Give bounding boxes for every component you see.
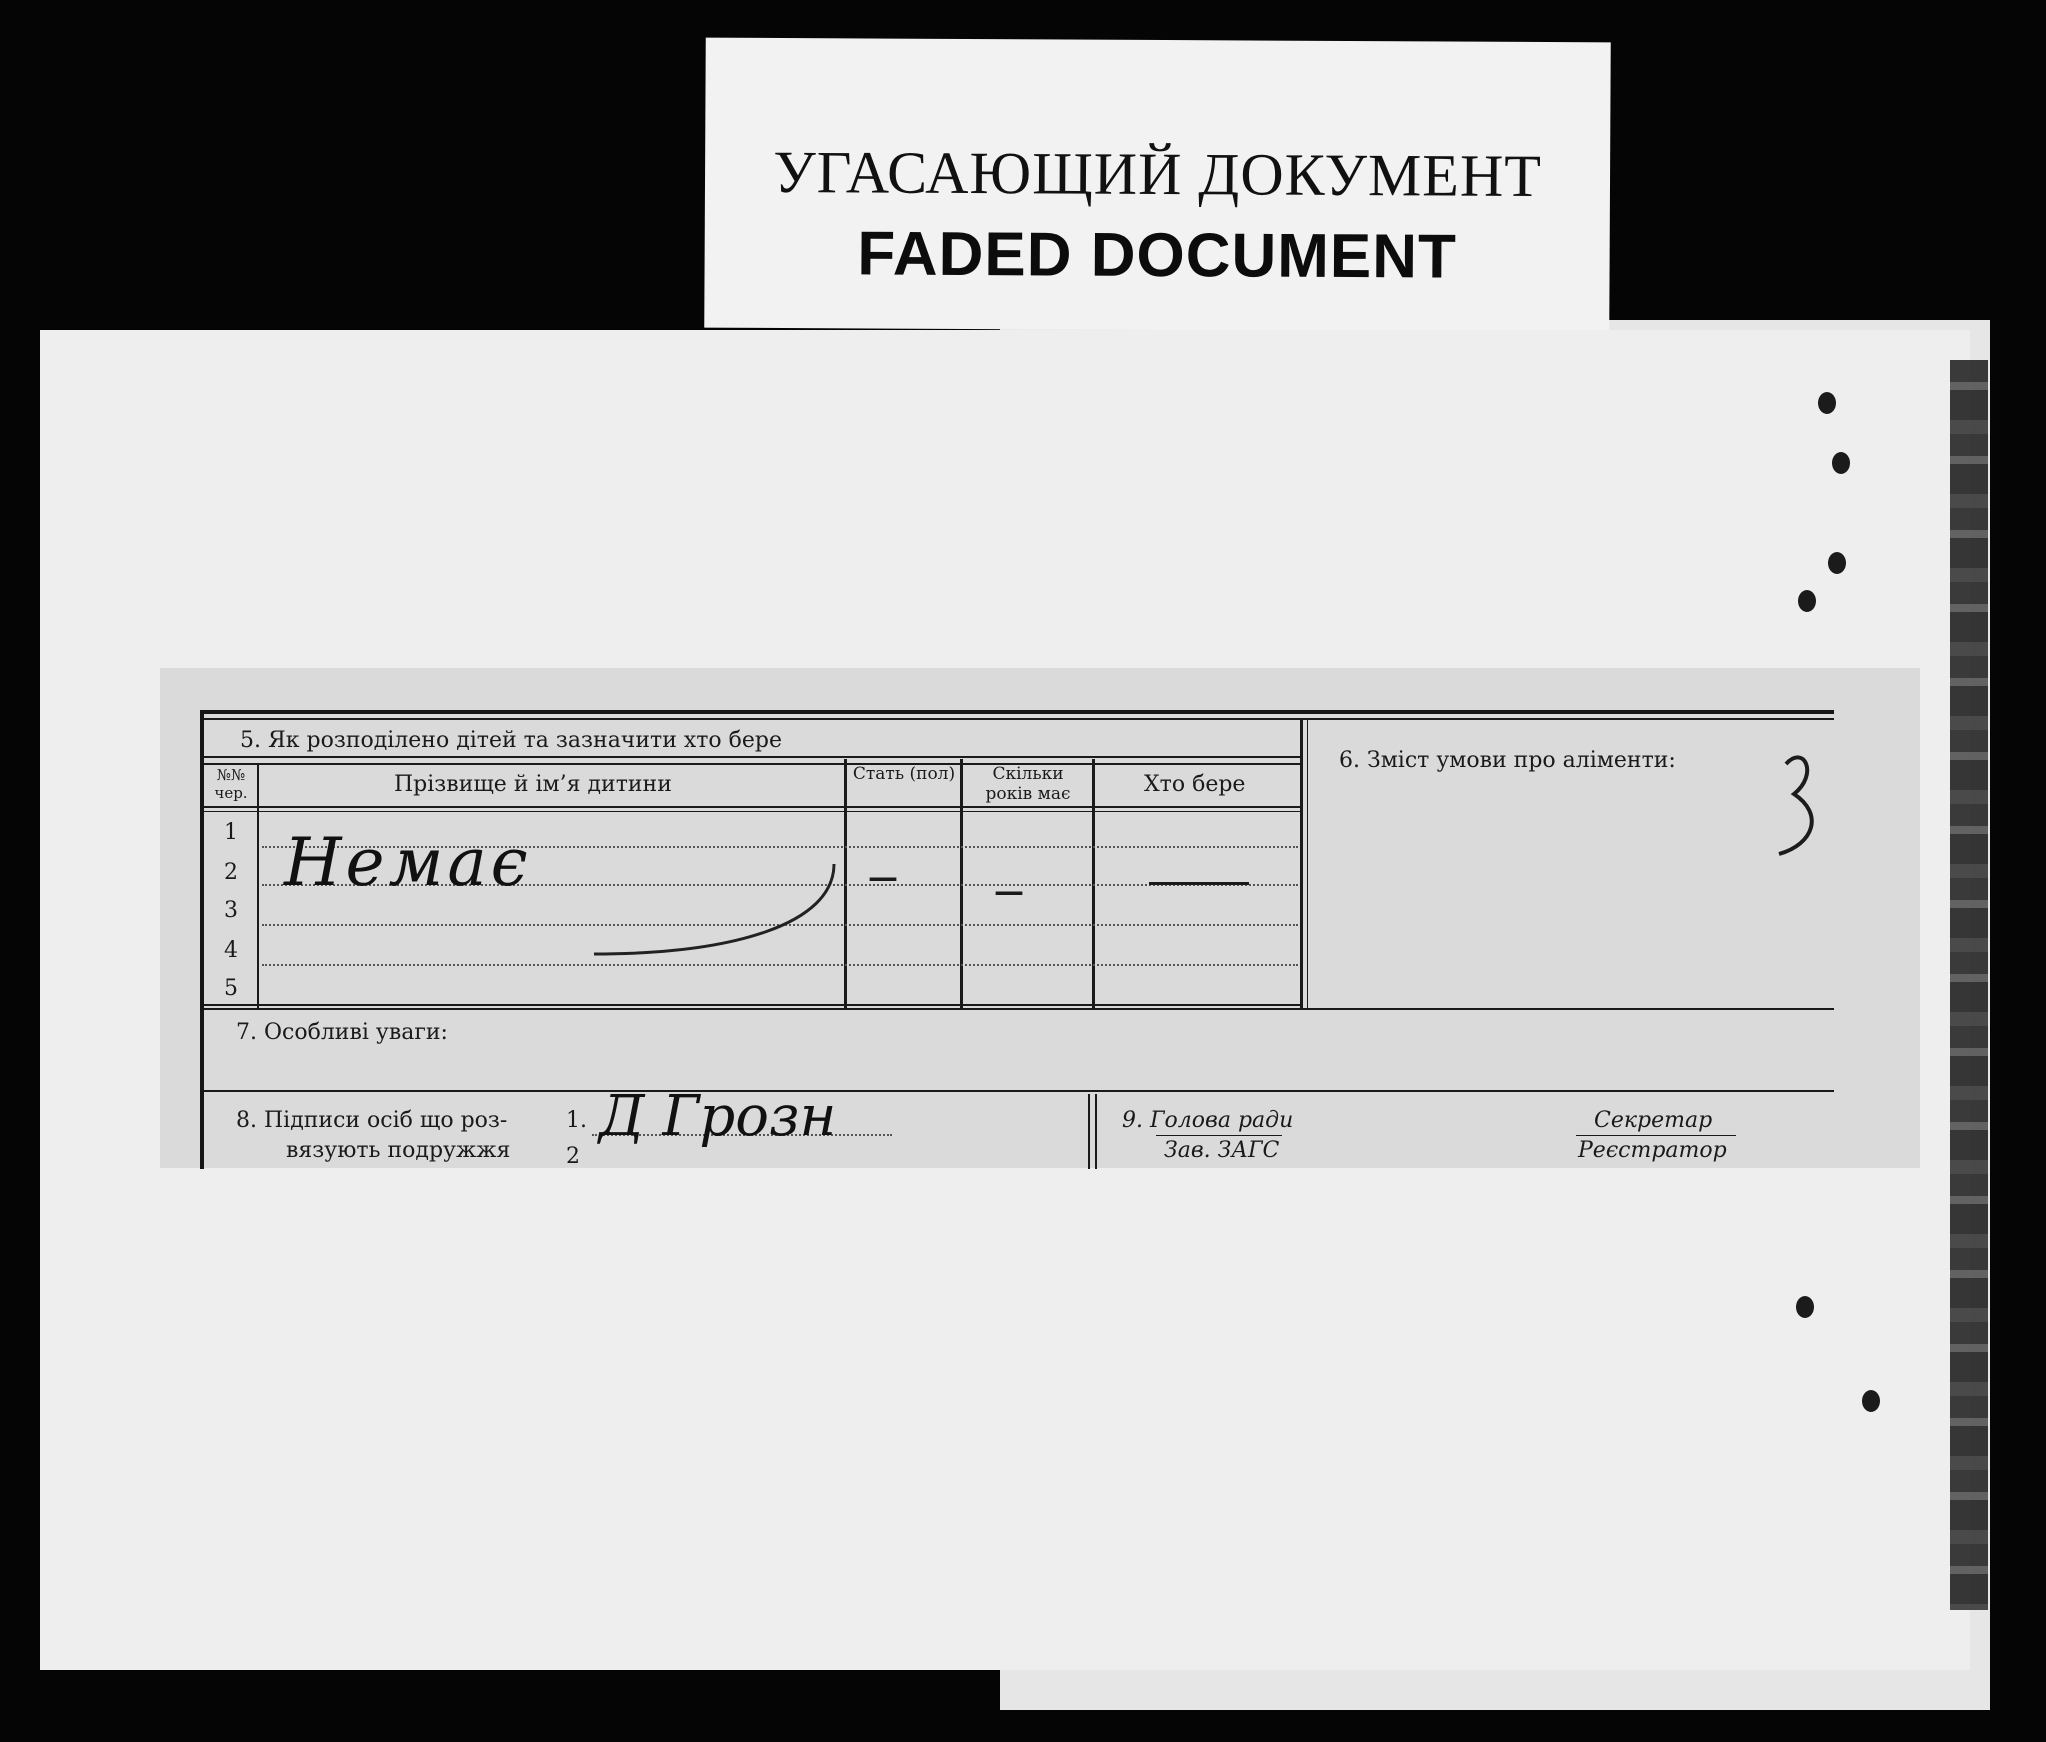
who-handwritten-line [1149,882,1249,885]
punch-hole [1798,590,1816,612]
row-number: 1 [224,820,238,845]
col-name-header: Прізвище й ім’я дитини [394,772,672,797]
label-english: FADED DOCUMENT [857,219,1458,292]
age-handwritten: — [994,874,1024,909]
signature-number-1: 1. [566,1108,587,1133]
handwritten-mark [1764,734,1834,884]
section6-title: 6. Зміст умови про аліменти: [1339,748,1676,773]
col-who-header: Хто бере [1144,772,1246,797]
section7-title: 7. Особливі уваги: [236,1020,448,1045]
col-age-header: Скільки років має [985,764,1071,804]
signature-number-2: 2 [566,1144,580,1169]
secretary-label: Секретар [1594,1108,1713,1133]
col-sex-header: Стать (пол) [852,764,956,784]
section8-title-line1: 8. Підписи осіб що роз- [236,1108,508,1133]
section8-title-line2: вязують подружжя [286,1138,511,1163]
row-number: 3 [224,898,238,923]
punch-hole [1818,392,1836,414]
signature-handwritten: Д Грозн [599,1084,837,1149]
row-number: 5 [224,976,238,1001]
punch-hole [1832,452,1850,474]
section9-head: 9. Голова ради [1122,1108,1294,1133]
punch-hole [1796,1296,1814,1318]
row-number: 4 [224,938,238,963]
section5-title: 5. Як розподілено дітей та зазначити хто бере [240,728,783,753]
label-russian: УГАСАЮЩИЙ ДОКУМЕНТ [773,138,1543,210]
sex-handwritten: — [868,860,898,895]
registrar-label: Реєстратор [1578,1138,1727,1163]
punch-hole [1862,1390,1880,1412]
torn-edge [1950,360,1988,1610]
handwriting-flourish [584,844,844,964]
col-number-header: №№ чер. [214,766,248,802]
child-name-handwritten: Немає [284,824,532,901]
section9-zags: Зав. ЗАГС [1164,1138,1280,1163]
divorce-record-form [200,710,1834,1169]
punch-hole [1828,552,1846,574]
faded-document-label [704,38,1611,333]
row-number: 2 [224,860,238,885]
